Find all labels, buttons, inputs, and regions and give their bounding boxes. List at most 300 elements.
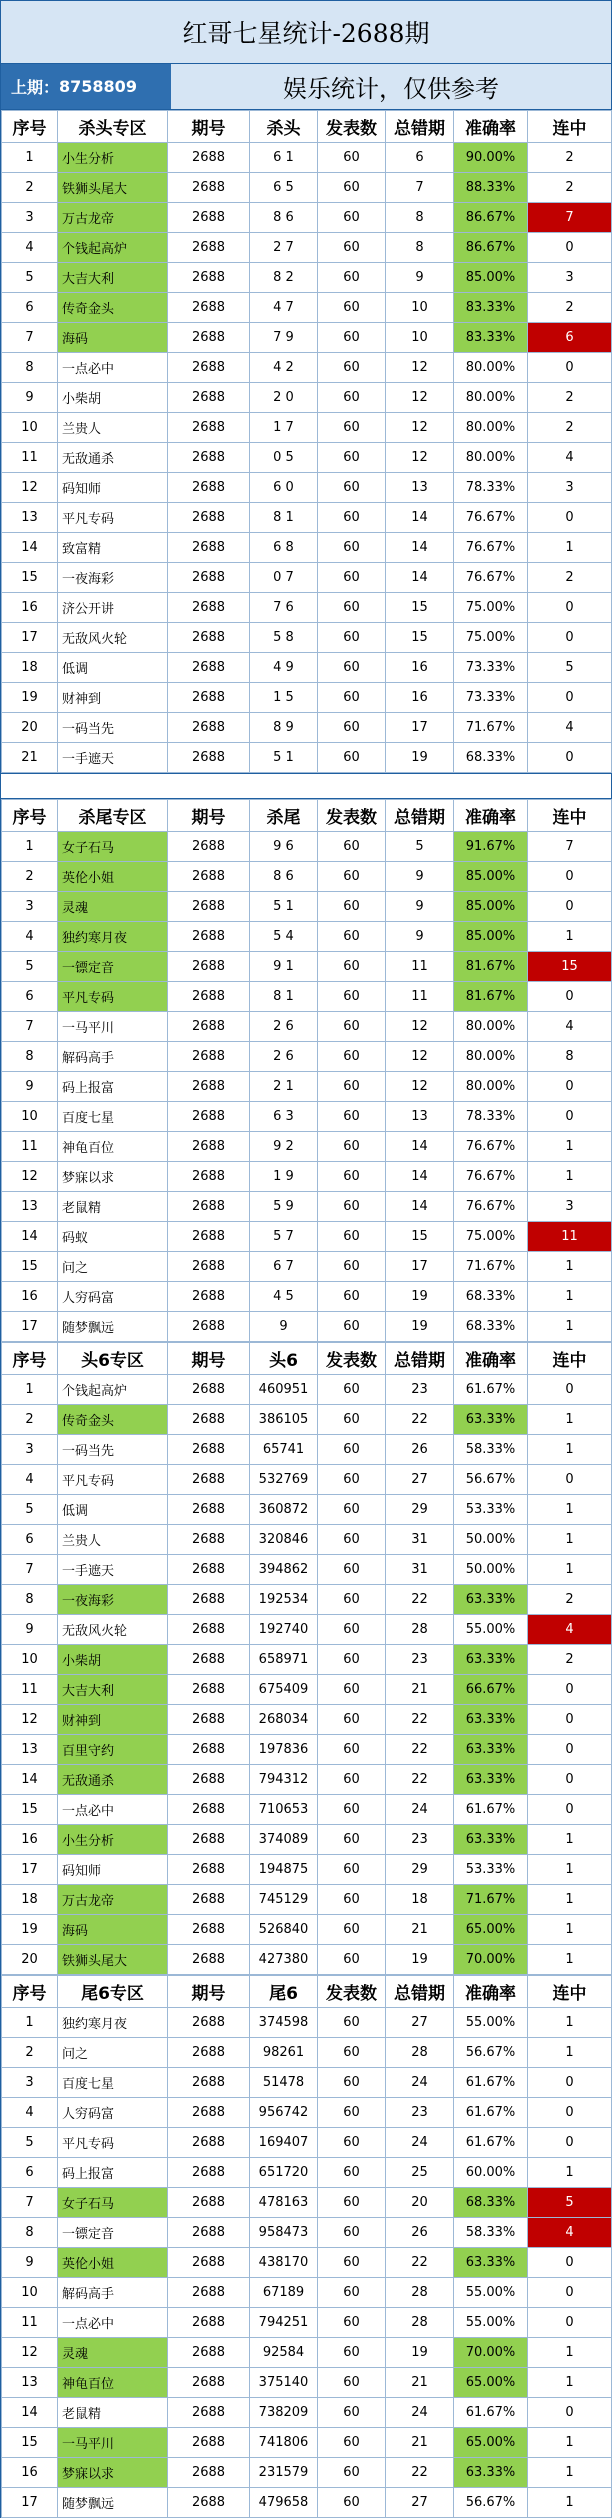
period: 2688 xyxy=(168,1555,250,1585)
period: 2688 xyxy=(168,2368,250,2398)
table-row xyxy=(2,713,612,743)
total-miss: 24 xyxy=(386,2398,454,2428)
prediction: 5 4 xyxy=(250,922,318,952)
prediction: 5 1 xyxy=(250,892,318,922)
period: 2688 xyxy=(168,383,250,413)
published-count: 60 xyxy=(318,952,386,982)
accuracy: 63.33% xyxy=(454,2248,528,2278)
prediction: 6 7 xyxy=(250,1252,318,1282)
column-header: 期号 xyxy=(168,1976,250,2008)
total-miss: 10 xyxy=(386,293,454,323)
expert-name: 一镖定音 xyxy=(58,2218,168,2248)
prediction: 958473 xyxy=(250,2218,318,2248)
prediction: 460951 xyxy=(250,1375,318,1405)
total-miss: 21 xyxy=(386,2368,454,2398)
accuracy: 75.00% xyxy=(454,623,528,653)
accuracy: 61.67% xyxy=(454,1795,528,1825)
sections-container xyxy=(1,110,611,2518)
published-count: 60 xyxy=(318,2098,386,2128)
total-miss: 14 xyxy=(386,563,454,593)
prediction: 374598 xyxy=(250,2008,318,2038)
period: 2688 xyxy=(168,1645,250,1675)
accuracy: 70.00% xyxy=(454,1945,528,1975)
period: 2688 xyxy=(168,1162,250,1192)
table-row xyxy=(2,892,612,922)
row-index: 11 xyxy=(2,1132,58,1162)
accuracy: 80.00% xyxy=(454,1012,528,1042)
row-index: 8 xyxy=(2,1042,58,1072)
period: 2688 xyxy=(168,1435,250,1465)
expert-name: 灵魂 xyxy=(58,2338,168,2368)
period: 2688 xyxy=(168,1855,250,1885)
accuracy: 58.33% xyxy=(454,2218,528,2248)
period: 2688 xyxy=(168,1765,250,1795)
streak: 5 xyxy=(528,653,612,683)
table-row xyxy=(2,2278,612,2308)
prediction: 1 7 xyxy=(250,413,318,443)
row-index: 8 xyxy=(2,1585,58,1615)
total-miss: 14 xyxy=(386,1132,454,1162)
row-index: 17 xyxy=(2,623,58,653)
period: 2688 xyxy=(168,413,250,443)
streak: 1 xyxy=(528,1282,612,1312)
expert-name: 百度七星 xyxy=(58,2068,168,2098)
expert-name: 无敌通杀 xyxy=(58,443,168,473)
period: 2688 xyxy=(168,323,250,353)
total-miss: 15 xyxy=(386,623,454,653)
prediction: 9 2 xyxy=(250,1132,318,1162)
streak: 2 xyxy=(528,293,612,323)
streak: 0 xyxy=(528,1705,612,1735)
total-miss: 16 xyxy=(386,653,454,683)
expert-name: 灵魂 xyxy=(58,892,168,922)
total-miss: 16 xyxy=(386,683,454,713)
total-miss: 12 xyxy=(386,443,454,473)
total-miss: 19 xyxy=(386,1282,454,1312)
expert-name: 一马平川 xyxy=(58,1012,168,1042)
table-row xyxy=(2,1102,612,1132)
table-row xyxy=(2,653,612,683)
streak: 0 xyxy=(528,892,612,922)
total-miss: 24 xyxy=(386,2068,454,2098)
info-bar xyxy=(1,64,611,110)
accuracy: 80.00% xyxy=(454,1072,528,1102)
expert-name: 一码当先 xyxy=(58,713,168,743)
total-miss: 9 xyxy=(386,922,454,952)
expert-name: 兰贵人 xyxy=(58,1525,168,1555)
streak: 0 xyxy=(528,683,612,713)
prediction: 710653 xyxy=(250,1795,318,1825)
total-miss: 11 xyxy=(386,952,454,982)
prediction: 8 6 xyxy=(250,862,318,892)
prediction: 4 7 xyxy=(250,293,318,323)
total-miss: 28 xyxy=(386,2038,454,2068)
prediction: 745129 xyxy=(250,1885,318,1915)
period: 2688 xyxy=(168,2008,250,2038)
expert-name: 万古龙帝 xyxy=(58,203,168,233)
period: 2688 xyxy=(168,1915,250,1945)
row-index: 13 xyxy=(2,2368,58,2398)
column-header: 序号 xyxy=(2,800,58,832)
column-header: 连中 xyxy=(528,1976,612,2008)
table-row xyxy=(2,862,612,892)
prediction: 0 5 xyxy=(250,443,318,473)
period: 2688 xyxy=(168,233,250,263)
column-header: 序号 xyxy=(2,111,58,143)
streak: 5 xyxy=(528,2188,612,2218)
accuracy: 68.33% xyxy=(454,1312,528,1342)
period: 2688 xyxy=(168,1252,250,1282)
published-count: 60 xyxy=(318,1915,386,1945)
total-miss: 21 xyxy=(386,2428,454,2458)
expert-name: 小柴胡 xyxy=(58,1645,168,1675)
column-header: 序号 xyxy=(2,1343,58,1375)
streak: 0 xyxy=(528,1675,612,1705)
table-row xyxy=(2,503,612,533)
published-count: 60 xyxy=(318,2488,386,2518)
row-index: 2 xyxy=(2,173,58,203)
streak: 0 xyxy=(528,353,612,383)
total-miss: 26 xyxy=(386,2218,454,2248)
published-count: 60 xyxy=(318,1405,386,1435)
accuracy: 56.67% xyxy=(454,1465,528,1495)
expert-name: 无敌通杀 xyxy=(58,1765,168,1795)
row-index: 9 xyxy=(2,1072,58,1102)
period: 2688 xyxy=(168,1102,250,1132)
total-miss: 11 xyxy=(386,982,454,1012)
accuracy: 61.67% xyxy=(454,2098,528,2128)
accuracy: 56.67% xyxy=(454,2038,528,2068)
row-index: 14 xyxy=(2,1222,58,1252)
accuracy: 63.33% xyxy=(454,1585,528,1615)
table-row xyxy=(2,383,612,413)
prediction: 532769 xyxy=(250,1465,318,1495)
row-index: 5 xyxy=(2,952,58,982)
expert-name: 大吉大利 xyxy=(58,1675,168,1705)
expert-name: 码蚁 xyxy=(58,1222,168,1252)
table-row xyxy=(2,413,612,443)
expert-name: 平凡专码 xyxy=(58,2128,168,2158)
row-index: 14 xyxy=(2,533,58,563)
row-index: 6 xyxy=(2,2158,58,2188)
expert-name: 铁狮头尾大 xyxy=(58,1945,168,1975)
expert-name: 问之 xyxy=(58,2038,168,2068)
accuracy: 58.33% xyxy=(454,1435,528,1465)
accuracy: 56.67% xyxy=(454,2488,528,2518)
accuracy: 61.67% xyxy=(454,2128,528,2158)
accuracy: 53.33% xyxy=(454,1495,528,1525)
expert-name: 传奇金头 xyxy=(58,1405,168,1435)
period: 2688 xyxy=(168,1405,250,1435)
total-miss: 19 xyxy=(386,743,454,773)
streak: 1 xyxy=(528,1495,612,1525)
row-index: 2 xyxy=(2,862,58,892)
accuracy: 65.00% xyxy=(454,1915,528,1945)
table-row xyxy=(2,203,612,233)
published-count: 60 xyxy=(318,593,386,623)
streak: 7 xyxy=(528,832,612,862)
table-row xyxy=(2,832,612,862)
column-header: 准确率 xyxy=(454,1343,528,1375)
row-index: 14 xyxy=(2,2398,58,2428)
expert-name: 低调 xyxy=(58,1495,168,1525)
accuracy: 50.00% xyxy=(454,1555,528,1585)
streak: 4 xyxy=(528,443,612,473)
period: 2688 xyxy=(168,2248,250,2278)
table-row xyxy=(2,593,612,623)
prediction: 956742 xyxy=(250,2098,318,2128)
column-header: 期号 xyxy=(168,1343,250,1375)
period: 2688 xyxy=(168,173,250,203)
published-count: 60 xyxy=(318,1192,386,1222)
published-count: 60 xyxy=(318,1675,386,1705)
expert-name: 兰贵人 xyxy=(58,413,168,443)
table-header-row xyxy=(2,111,612,143)
period: 2688 xyxy=(168,1132,250,1162)
prediction: 4 2 xyxy=(250,353,318,383)
row-index: 11 xyxy=(2,443,58,473)
row-index: 3 xyxy=(2,2068,58,2098)
row-index: 16 xyxy=(2,1825,58,1855)
published-count: 60 xyxy=(318,1042,386,1072)
table-row xyxy=(2,1825,612,1855)
period: 2688 xyxy=(168,2158,250,2188)
expert-name: 英伦小姐 xyxy=(58,862,168,892)
total-miss: 22 xyxy=(386,2248,454,2278)
column-header: 序号 xyxy=(2,1976,58,2008)
prediction: 6 0 xyxy=(250,473,318,503)
previous-draw xyxy=(1,64,171,109)
column-header: 总错期 xyxy=(386,1976,454,2008)
streak: 0 xyxy=(528,2128,612,2158)
expert-name: 小生分析 xyxy=(58,143,168,173)
streak: 0 xyxy=(528,2278,612,2308)
accuracy: 86.67% xyxy=(454,233,528,263)
expert-name: 铁狮头尾大 xyxy=(58,173,168,203)
row-index: 1 xyxy=(2,143,58,173)
period: 2688 xyxy=(168,263,250,293)
published-count: 60 xyxy=(318,1312,386,1342)
accuracy: 53.33% xyxy=(454,1855,528,1885)
expert-name: 一手遮天 xyxy=(58,743,168,773)
expert-name: 财神到 xyxy=(58,1705,168,1735)
total-miss: 23 xyxy=(386,1375,454,1405)
published-count: 60 xyxy=(318,293,386,323)
expert-name: 一码当先 xyxy=(58,1435,168,1465)
streak: 1 xyxy=(528,1825,612,1855)
prediction: 9 1 xyxy=(250,952,318,982)
column-header: 杀头 xyxy=(250,111,318,143)
table-header-row xyxy=(2,1976,612,2008)
table-row xyxy=(2,952,612,982)
table-row xyxy=(2,563,612,593)
published-count: 60 xyxy=(318,1375,386,1405)
published-count: 60 xyxy=(318,2188,386,2218)
expert-name: 低调 xyxy=(58,653,168,683)
period: 2688 xyxy=(168,503,250,533)
expert-name: 解码高手 xyxy=(58,2278,168,2308)
row-index: 5 xyxy=(2,2128,58,2158)
table-row xyxy=(2,533,612,563)
table-row xyxy=(2,1615,612,1645)
streak: 0 xyxy=(528,1735,612,1765)
streak: 0 xyxy=(528,623,612,653)
published-count: 60 xyxy=(318,1705,386,1735)
published-count: 60 xyxy=(318,173,386,203)
table-header-row xyxy=(2,1343,612,1375)
expert-name: 码知师 xyxy=(58,473,168,503)
accuracy: 61.67% xyxy=(454,2398,528,2428)
published-count: 60 xyxy=(318,892,386,922)
table-row xyxy=(2,1525,612,1555)
total-miss: 22 xyxy=(386,2458,454,2488)
table-header-row xyxy=(2,800,612,832)
accuracy: 81.67% xyxy=(454,982,528,1012)
total-miss: 9 xyxy=(386,862,454,892)
prediction: 375140 xyxy=(250,2368,318,2398)
streak: 0 xyxy=(528,593,612,623)
row-index: 2 xyxy=(2,2038,58,2068)
accuracy: 65.00% xyxy=(454,2368,528,2398)
total-miss: 29 xyxy=(386,1495,454,1525)
expert-name: 万古龙帝 xyxy=(58,1885,168,1915)
streak: 1 xyxy=(528,2488,612,2518)
expert-name: 百度七星 xyxy=(58,1102,168,1132)
published-count: 60 xyxy=(318,653,386,683)
streak: 2 xyxy=(528,563,612,593)
period: 2688 xyxy=(168,623,250,653)
total-miss: 22 xyxy=(386,1705,454,1735)
table-row xyxy=(2,1375,612,1405)
published-count: 60 xyxy=(318,743,386,773)
streak: 1 xyxy=(528,1885,612,1915)
prediction: 6 1 xyxy=(250,143,318,173)
accuracy: 71.67% xyxy=(454,1252,528,1282)
row-index: 7 xyxy=(2,2188,58,2218)
period: 2688 xyxy=(168,293,250,323)
total-miss: 31 xyxy=(386,1555,454,1585)
prediction: 192740 xyxy=(250,1615,318,1645)
column-header: 头6专区 xyxy=(58,1343,168,1375)
accuracy: 80.00% xyxy=(454,1042,528,1072)
total-miss: 24 xyxy=(386,2128,454,2158)
period: 2688 xyxy=(168,1282,250,1312)
published-count: 60 xyxy=(318,1735,386,1765)
accuracy: 61.67% xyxy=(454,2068,528,2098)
table-row xyxy=(2,233,612,263)
period: 2688 xyxy=(168,892,250,922)
expert-name: 梦寐以求 xyxy=(58,1162,168,1192)
row-index: 10 xyxy=(2,1645,58,1675)
period: 2688 xyxy=(168,1495,250,1525)
prediction: 1 5 xyxy=(250,683,318,713)
period: 2688 xyxy=(168,1525,250,1555)
published-count: 60 xyxy=(318,413,386,443)
published-count: 60 xyxy=(318,713,386,743)
streak: 1 xyxy=(528,922,612,952)
disclaimer: 娱乐统计，仅供参考 xyxy=(171,64,611,109)
period: 2688 xyxy=(168,203,250,233)
published-count: 60 xyxy=(318,353,386,383)
total-miss: 31 xyxy=(386,1525,454,1555)
expert-name: 一手遮天 xyxy=(58,1555,168,1585)
period: 2688 xyxy=(168,2098,250,2128)
row-index: 4 xyxy=(2,2098,58,2128)
published-count: 60 xyxy=(318,1072,386,1102)
streak: 2 xyxy=(528,1645,612,1675)
published-count: 60 xyxy=(318,533,386,563)
column-header: 准确率 xyxy=(454,111,528,143)
period: 2688 xyxy=(168,1375,250,1405)
streak: 1 xyxy=(528,2368,612,2398)
streak: 2 xyxy=(528,1585,612,1615)
streak: 1 xyxy=(528,2428,612,2458)
row-index: 3 xyxy=(2,203,58,233)
published-count: 60 xyxy=(318,1012,386,1042)
total-miss: 12 xyxy=(386,353,454,383)
total-miss: 29 xyxy=(386,1855,454,1885)
prediction: 169407 xyxy=(250,2128,318,2158)
published-count: 60 xyxy=(318,1585,386,1615)
published-count: 60 xyxy=(318,922,386,952)
prediction: 5 7 xyxy=(250,1222,318,1252)
table-row xyxy=(2,2038,612,2068)
published-count: 60 xyxy=(318,2128,386,2158)
total-miss: 28 xyxy=(386,2278,454,2308)
total-miss: 23 xyxy=(386,1825,454,1855)
row-index: 6 xyxy=(2,1525,58,1555)
row-index: 12 xyxy=(2,2338,58,2368)
total-miss: 20 xyxy=(386,2188,454,2218)
row-index: 8 xyxy=(2,353,58,383)
accuracy: 85.00% xyxy=(454,922,528,952)
prediction: 194875 xyxy=(250,1855,318,1885)
period: 2688 xyxy=(168,1945,250,1975)
prediction: 9 6 xyxy=(250,832,318,862)
prediction: 320846 xyxy=(250,1525,318,1555)
column-header: 连中 xyxy=(528,111,612,143)
period: 2688 xyxy=(168,473,250,503)
total-miss: 19 xyxy=(386,1312,454,1342)
expert-name: 平凡专码 xyxy=(58,1465,168,1495)
column-header: 杀尾专区 xyxy=(58,800,168,832)
streak: 0 xyxy=(528,2068,612,2098)
streak: 1 xyxy=(528,2008,612,2038)
table-row xyxy=(2,1495,612,1525)
column-header: 连中 xyxy=(528,800,612,832)
table-row xyxy=(2,1042,612,1072)
stats-table-4 xyxy=(1,1975,612,2518)
table-row xyxy=(2,2128,612,2158)
expert-name: 无敌风火轮 xyxy=(58,1615,168,1645)
prediction: 794312 xyxy=(250,1765,318,1795)
column-header: 发表数 xyxy=(318,111,386,143)
total-miss: 5 xyxy=(386,832,454,862)
period: 2688 xyxy=(168,743,250,773)
published-count: 60 xyxy=(318,1252,386,1282)
table-row xyxy=(2,743,612,773)
prediction: 658971 xyxy=(250,1645,318,1675)
table-row xyxy=(2,1465,612,1495)
row-index: 7 xyxy=(2,323,58,353)
prediction: 8 1 xyxy=(250,982,318,1012)
column-header: 总错期 xyxy=(386,800,454,832)
row-index: 19 xyxy=(2,683,58,713)
accuracy: 76.67% xyxy=(454,563,528,593)
accuracy: 76.67% xyxy=(454,503,528,533)
expert-name: 码上报富 xyxy=(58,1072,168,1102)
expert-name: 传奇金头 xyxy=(58,293,168,323)
